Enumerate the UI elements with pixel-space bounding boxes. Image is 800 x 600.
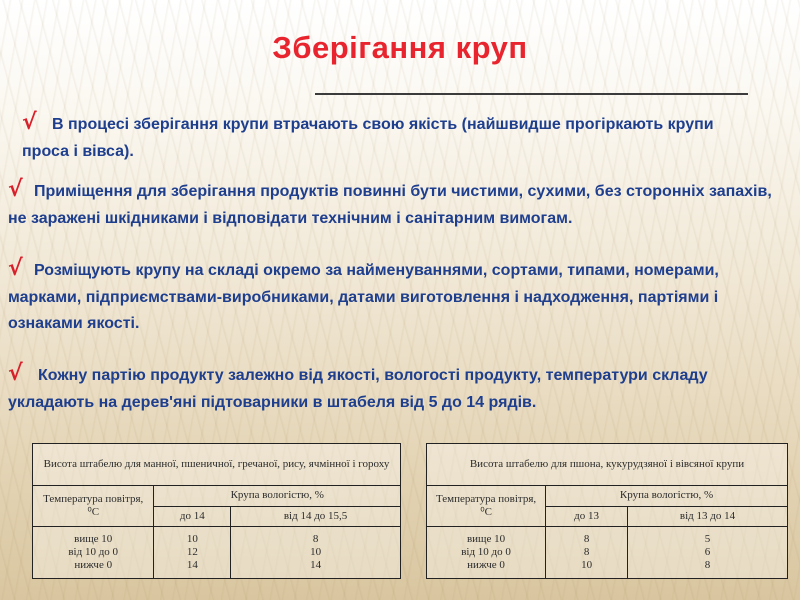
temperature-cell	[427, 527, 546, 579]
temperature-header: Температура повітря, ⁰С	[427, 486, 546, 527]
temperature-value: нижче 0	[74, 559, 113, 571]
temperature-header: Температура повітря, ⁰С	[33, 486, 154, 527]
moisture-column-header: від 14 до 15,5	[231, 506, 401, 527]
rows-value: 8	[704, 559, 711, 571]
moisture-column-header: до 13	[546, 506, 628, 527]
paragraph-4	[8, 361, 788, 416]
moisture-column-header: до 14	[154, 506, 231, 527]
rows-cell	[231, 527, 401, 579]
check-icon: √	[22, 110, 37, 135]
paragraph-3	[8, 256, 788, 338]
slide-title: Зберігання круп	[272, 30, 528, 65]
temperature-value: вище 10	[74, 533, 113, 545]
rows-value: 14	[310, 559, 322, 571]
rows-value: 5	[704, 533, 711, 545]
rows-value: 6	[704, 546, 711, 558]
paragraph-1-text: В процесі зберігання крупи втрачають свою якість (найшвидше прогіркають крупи проса і вівса).	[22, 116, 714, 160]
rows-value: 8	[583, 533, 590, 545]
check-icon: √	[8, 177, 23, 202]
paragraph-2	[8, 177, 788, 232]
rows-cell	[154, 527, 231, 579]
rows-cell	[628, 527, 788, 579]
stack-height-table-1	[32, 443, 401, 579]
paragraph-3-text: Розміщують крупу на складі окремо за найменуваннями, сортами, типами, номерами, марками, підприємствами-виробниками, датами виготовлення і надходження, партіями і ознаками якості.	[8, 262, 719, 332]
rows-value: 8	[583, 546, 590, 558]
rows-value: 10	[186, 533, 198, 545]
paragraph-2-text: Приміщення для зберігання продуктів повинні бути чистими, сухими, без сторонніх запахів, не заражені шкідниками і відповідати технічним і санітарним вимогам.	[8, 183, 772, 227]
check-icon: √	[8, 256, 23, 281]
title-underline	[315, 93, 748, 95]
paragraph-4-text: Кожну партію продукту залежно від якості, вологості продукту, температури складу укладають на дерев'яні підтоварники в штабеля від 5 до 14 рядів.	[8, 367, 708, 411]
rows-value: 12	[186, 546, 198, 558]
temperature-value: вище 10	[466, 533, 506, 545]
moisture-column-header: від 13 до 14	[628, 506, 788, 527]
temperature-value: від 10 до 0	[68, 546, 119, 558]
check-icon: √	[8, 361, 23, 386]
rows-value: 8	[312, 533, 319, 545]
temperature-cell	[33, 527, 154, 579]
moisture-header: Крупа вологістю, %	[546, 486, 788, 507]
paragraph-1	[22, 110, 722, 165]
rows-value: 10	[310, 546, 322, 558]
temperature-value: нижче 0	[467, 559, 505, 571]
stack-height-table-2	[426, 443, 788, 579]
rows-cell	[546, 527, 628, 579]
table-caption: Висота штабелю для манної, пшеничної, гречаної, рису, ячмінної і гороху	[33, 444, 401, 486]
rows-value: 10	[581, 559, 593, 571]
table-caption: Висота штабелю для пшона, кукурудзяної і вівсяної крупи	[427, 444, 788, 486]
rows-value: 14	[186, 559, 198, 571]
moisture-header: Крупа вологістю, %	[154, 486, 401, 507]
temperature-value: від 10 до 0	[461, 546, 511, 558]
